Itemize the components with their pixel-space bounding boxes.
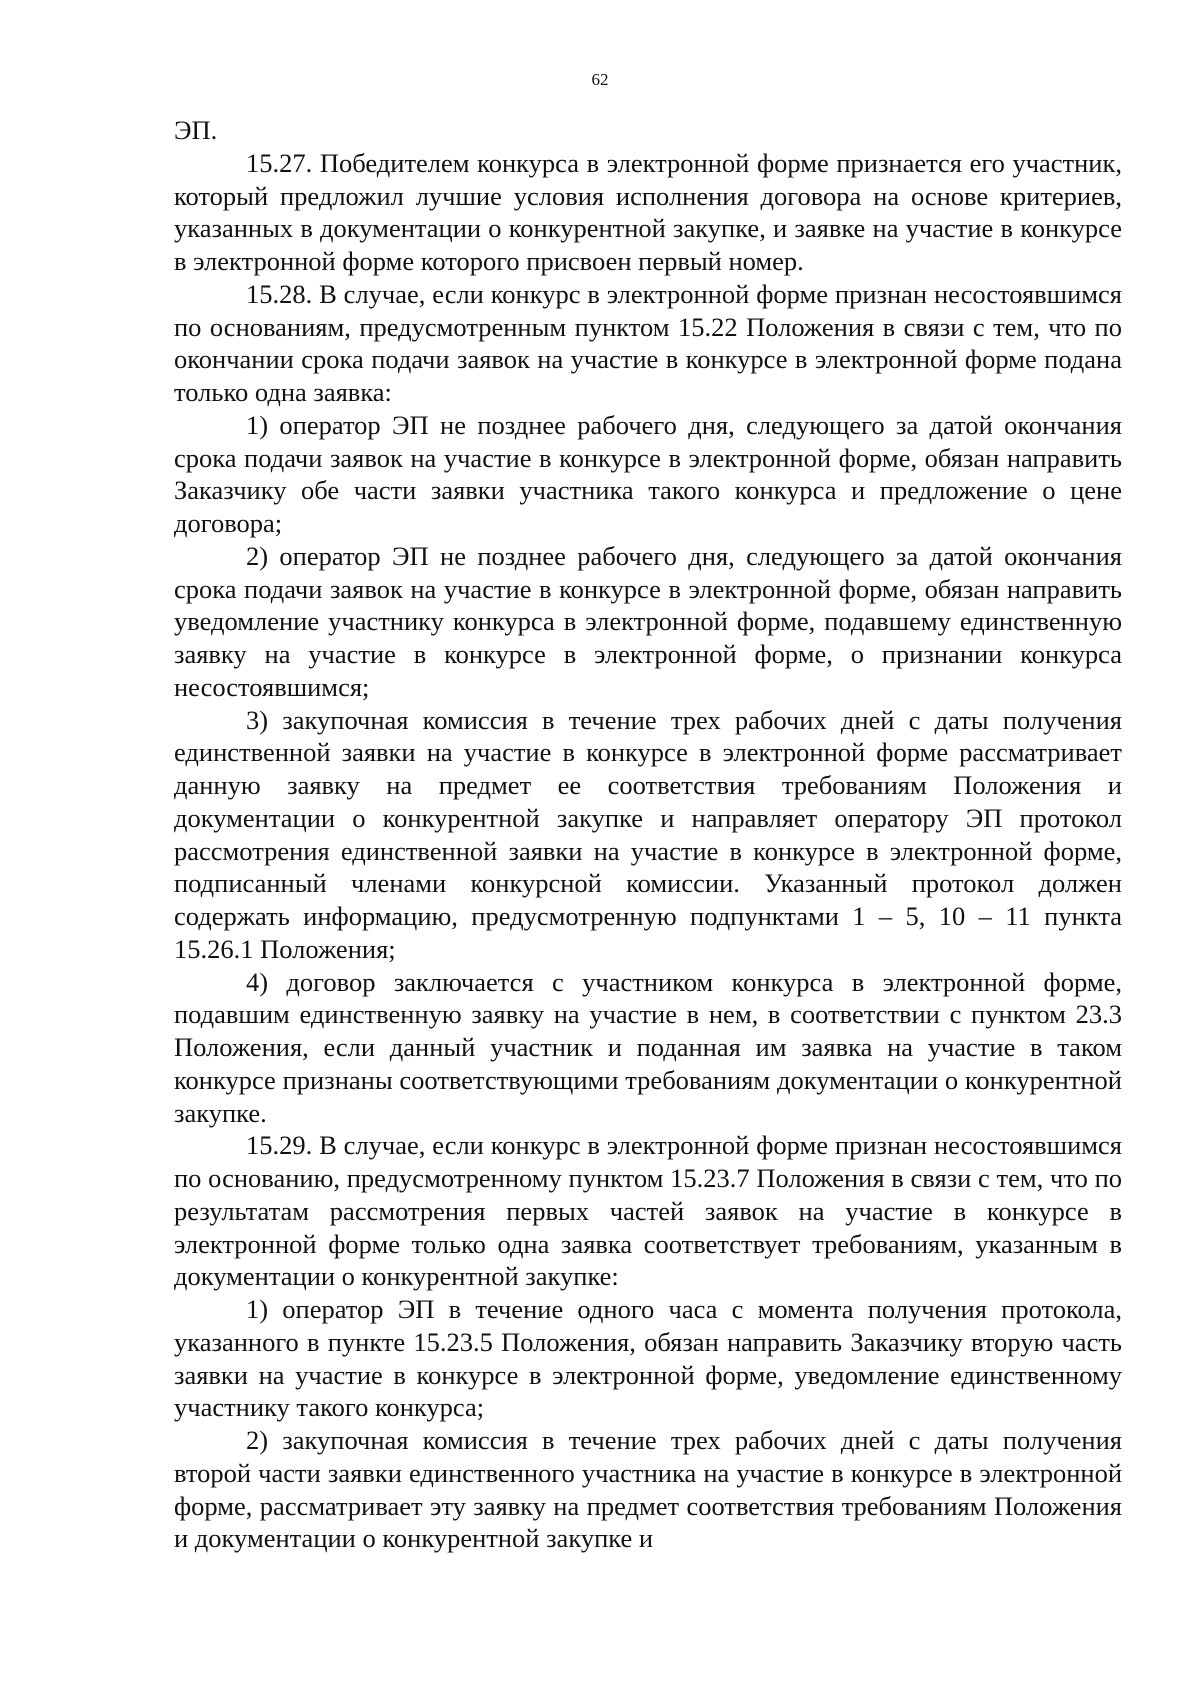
paragraph-15-27: 15.27. Победителем конкурса в электронной форме признается его участник, который предложил лучшие условия исполнения договора на основе критериев, указанных в документации о конкурентной закупке, и заявке на участие в конкурсе в электронной форме которого присвоен первый номер. — [174, 147, 1122, 276]
paragraph-15-28-item-2: 2) оператор ЭП не позднее рабочего дня, следующего за датой окончания срока подачи заявок на участие в конкурсе в электронной форме, обязан направить уведомление участнику конкурса в электронной форме, подавшему единственную заявку на участие в конкурсе в электронной форме, о признании конкурса несостоявшимся; — [174, 540, 1122, 702]
paragraph-15-29: 15.29. В случае, если конкурс в электронной форме признан несостоявшимся по основанию, предусмотренному пунктом 15.23.7 Положения в связи с тем, что по результатам рассмотрения первых частей заявок на участие в конкурсе в электронной форме только одна заявка соответствует требованиям, указанным в документации о конкурентной закупке: — [174, 1130, 1122, 1292]
document-body — [174, 114, 1122, 1555]
paragraph-15-28-item-1: 1) оператор ЭП не позднее рабочего дня, следующего за датой окончания срока подачи заявок на участие в конкурсе в электронной форме, обязан направить Заказчику обе части заявки участника такого конкурса и предложение о цене договора; — [174, 409, 1122, 538]
paragraph-continuation: ЭП. — [174, 115, 218, 145]
paragraph-15-28: 15.28. В случае, если конкурс в электронной форме признан несостоявшимся по основаниям, предусмотренным пунктом 15.22 Положения в связи с тем, что по окончании срока подачи заявок на участие в конкурсе в электронной форме подана только одна заявка: — [174, 278, 1122, 407]
paragraph-15-29-item-2: 2) закупочная комиссия в течение трех рабочих дней с даты получения второй части заявки единственного участника на участие в конкурсе в электронной форме, рассматривает эту заявку на предмет соответствия требованиям Положения и документации о конкурентной закупке и — [174, 1425, 1122, 1554]
paragraph-15-29-item-1: 1) оператор ЭП в течение одного часа с момента получения протокола, указанного в пункте 15.23.5 Положения, обязан направить Заказчику вторую часть заявки на участие в конкурсе в электронной форме, уведомление единственному участнику такого конкурса; — [174, 1294, 1122, 1423]
paragraph-15-28-item-4: 4) договор заключается с участником конкурса в электронной форме, подавшим единственную заявку на участие в нем, в соответствии с пунктом 23.3 Положения, если данный участник и поданная им заявка на участие в таком конкурсе признаны соответствующими требованиям документации о конкурентной закупке. — [174, 966, 1122, 1128]
page-number: 62 — [591, 70, 609, 89]
paragraph-15-28-item-3: 3) закупочная комиссия в течение трех рабочих дней с даты получения единственной заявки на участие в конкурсе в электронной форме рассматривает данную заявку на предмет ее соответствия требованиям Положения и документации о конкурентной закупке и направляет оператору ЭП протокол рассмотрения единственной заявки на участие в конкурсе в электронной форме, подписанный членами конкурсной комиссии. Указанный протокол должен содержать информацию, предусмотренную подпунктами 1 – 5, 10 – 11 пункта 15.26.1 Положения; — [174, 704, 1122, 964]
